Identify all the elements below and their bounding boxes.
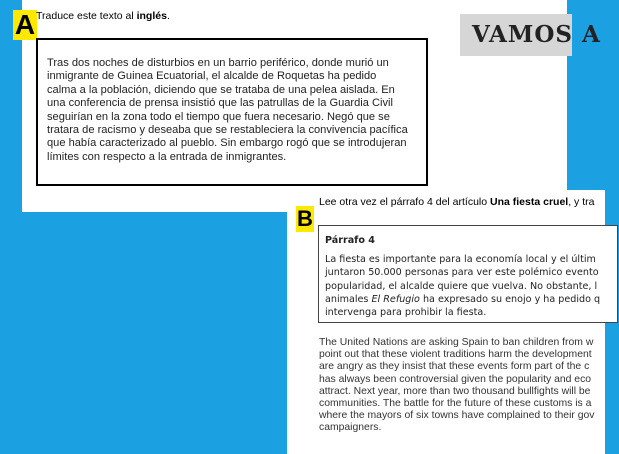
paragraph-line: intervenga para prohibir la fiesta. bbox=[325, 307, 487, 319]
exercise-a-instruction: Traduce este texto al inglés. bbox=[36, 10, 170, 22]
english-passage bbox=[319, 337, 619, 435]
passage-line: inmigrante de Guinea Ecuatorial, el alcalde de Roquetas ha pedido bbox=[47, 70, 377, 83]
passage-line: calma a la población, diciendo que se trataba de una pelea aislada. En bbox=[47, 83, 395, 96]
organization-name: El Refugio bbox=[371, 293, 420, 305]
vamos-banner: VAMOS A bbox=[460, 14, 572, 56]
english-line: The United Nations are asking Spain to ban children from w bbox=[319, 337, 594, 348]
english-line: point out that these violent traditions harm the development bbox=[319, 349, 592, 361]
exercise-b-instruction: Lee otra vez el párrafo 4 del artículo Una fiesta cruel, y tra bbox=[319, 196, 595, 208]
paragraph-title: Párrafo 4 bbox=[325, 235, 375, 246]
paragraph-line: animales El Refugio ha expresado su enojo y ha pedido q bbox=[325, 293, 601, 305]
english-line: has always been controversial given the popularity and eco bbox=[319, 373, 592, 385]
english-line: where the mayors of six towns have complained to their gov bbox=[319, 410, 595, 422]
exercise-b-label: B bbox=[297, 206, 313, 231]
paragraph-line: popularidad, el alcalde quiere que vuelva. No obstante, l bbox=[325, 280, 598, 292]
passage-line: Tras dos noches de disturbios en un barrio periférico, donde murió un bbox=[47, 57, 389, 69]
paragraph-4-box bbox=[318, 225, 618, 323]
english-line: campaigners. bbox=[319, 422, 382, 434]
english-line: are angry as they insist that these events form part of the c bbox=[319, 361, 590, 373]
paragraph-line: juntaron 50.000 personas para ver este polémico evento bbox=[325, 267, 599, 279]
spanish-passage-box bbox=[36, 38, 428, 186]
english-line: attract. Next year, more than two thousand bullfights will be bbox=[319, 385, 591, 397]
passage-line: que había caracterizado al pueblo. Sin embargo rogó que se introdujeran bbox=[47, 137, 407, 150]
paragraph-line: La fiesta es importante para la economía local y el últim bbox=[325, 254, 596, 266]
passage-line: tratara de racismo y deseaba que se restableciera la convivencia pacífica bbox=[47, 124, 408, 137]
english-line: communities. The battle for the future of these customs is a bbox=[319, 398, 592, 410]
passage-line: seguirían en la zona todo el tiempo que fuera necesario. Negó que se bbox=[47, 110, 390, 123]
exercise-a-label: A bbox=[14, 9, 36, 40]
passage-line: una conferencia de prensa insistió que las patrullas de la Guardia Civil bbox=[47, 97, 393, 110]
passage-line: límites con respecto a la entrada de inmigrantes. bbox=[47, 150, 287, 163]
